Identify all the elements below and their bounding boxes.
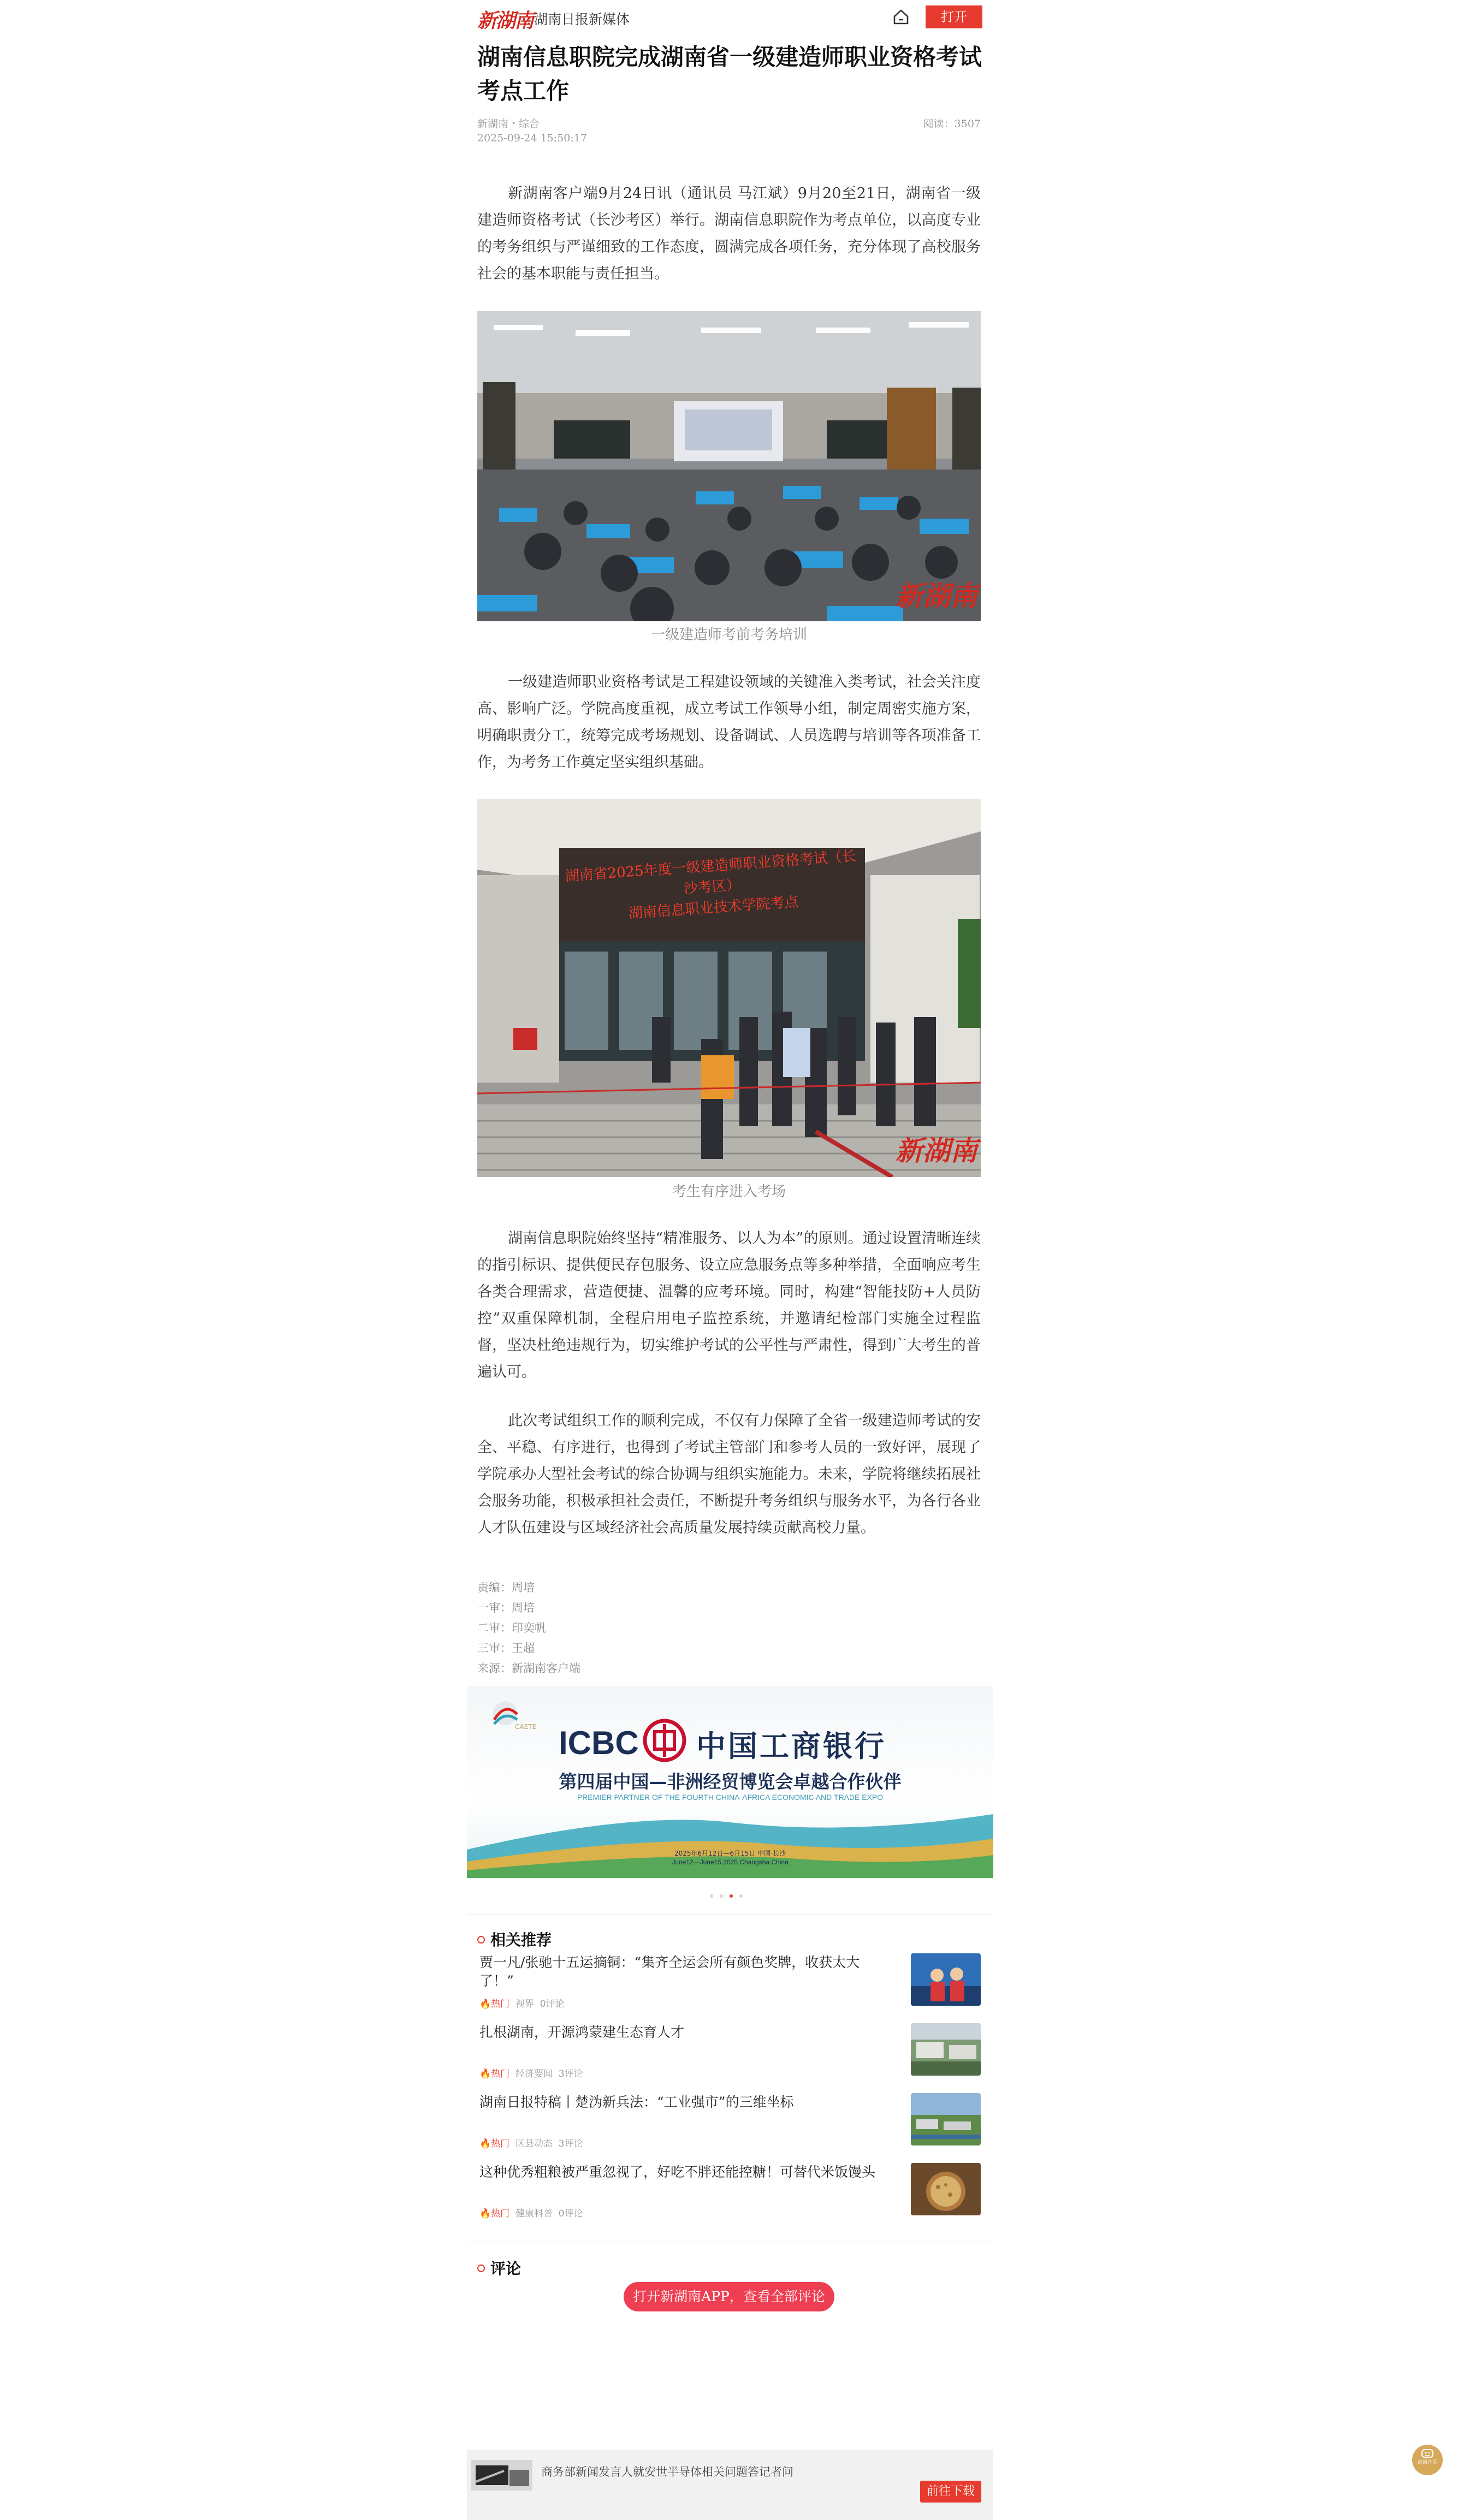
led-banner-line-1: 湖南省2025年度一级建造师职业资格考试（长沙考区） (564, 848, 857, 898)
article-image-entrance[interactable] (477, 799, 981, 1177)
comment-count: 0评论 (558, 2208, 583, 2219)
channel: 经济要闻 (515, 2069, 553, 2079)
open-app-button[interactable]: 打开 (926, 5, 982, 28)
recommend-item-thumbnail[interactable] (911, 2163, 981, 2215)
carousel-dot-active[interactable] (730, 1894, 733, 1898)
article-meta (477, 117, 981, 145)
ad-date-cn: 2025年6月12日—6月15日 中国·长沙 (674, 1850, 786, 1857)
image-watermark: 新湖南 (896, 580, 977, 612)
hot-flame-icon: 🔥 (479, 2138, 491, 2149)
download-bar[interactable] (467, 2450, 993, 2520)
recommend-item-meta (479, 2206, 583, 2219)
credit-line: 责编：周培 (477, 1581, 535, 1594)
section-dot-icon (477, 1936, 485, 1944)
view-all-comments-button[interactable]: 打开新湖南APP，查看全部评论 (624, 2282, 834, 2311)
ad-banner[interactable] (467, 1686, 993, 1878)
article-image-training[interactable] (477, 311, 981, 621)
divider (467, 1914, 993, 1915)
carousel-dot[interactable] (710, 1894, 713, 1898)
channel: 区县动态 (515, 2138, 553, 2149)
app-logo[interactable]: 新湖南 (477, 9, 534, 32)
recommend-item-meta (479, 2136, 583, 2149)
carousel-dot[interactable] (739, 1894, 743, 1898)
article-title: 湖南信息职院完成湖南省一级建造师职业资格考试考点工作 (477, 44, 982, 104)
recommend-item-meta (479, 1996, 565, 2010)
article-paragraph-4: 此次考试组织工作的顺利完成，不仅有力保障了全省一级建造师考试的安全、平稳、有序进行，也得到了考试主管部门和参考人员的一致好评，展现了学院承办大型社会考试的综合协调与组织实施能力。未来，学院将继续拓展社会服务功能，积极承担社会责任，不断提升考务组织与服务水平，为各行各业人才队伍建设与区域经济社会高质量发展持续贡献高校力量。 (477, 1412, 981, 1536)
recommend-item-thumbnail[interactable] (911, 2093, 981, 2145)
hot-tag: 热门 (491, 2208, 510, 2219)
read-count: 阅读：3507 (923, 118, 981, 130)
recommend-item-title[interactable]: 扎根湖南，开源鸿蒙建生态育人才 (479, 2024, 685, 2040)
comments-heading (477, 2257, 521, 2279)
recommend-item-thumbnail[interactable] (911, 2023, 981, 2076)
carousel-indicator (710, 1894, 754, 1900)
bank-name: 中国工商银行 (696, 1729, 886, 1763)
hot-tag: 热门 (491, 2069, 510, 2079)
article-paragraph-1: 新湖南客户端9月24日讯（通讯员 马江斌）9月20至21日，湖南省一级建造师资格考试（长沙考区）举行。湖南信息职院作为考点单位，以高度专业的考务组织与严谨细致的工作态度，圆满完成各项任务，充分体现了高校服务社会的基本职能与责任担当。 (477, 185, 981, 282)
recommend-heading-text: 相关推荐 (490, 1931, 552, 1949)
comment-count: 0评论 (540, 1999, 565, 2010)
top-bar (467, 0, 993, 34)
expo-logo-text: CAETE (515, 1723, 537, 1731)
channel: 健康科普 (515, 2208, 553, 2219)
article-source: 新湖南・综合 (477, 118, 540, 130)
recommend-item-meta (479, 2066, 583, 2079)
led-banner-line-2: 湖南信息职业技术学院考点 (627, 894, 799, 922)
hot-flame-icon: 🔥 (479, 1999, 491, 2010)
recommend-item-title[interactable]: 这种优秀粗粮被严重忽视了，好吃不胖还能控糖！可替代米饭馒头 (479, 2164, 876, 2180)
recommend-heading (477, 1928, 552, 1950)
smile-icon (1421, 2449, 1433, 2459)
news-thumbnail (471, 2460, 532, 2491)
recommend-item[interactable] (477, 1953, 981, 2013)
recommend-item-thumbnail[interactable] (911, 1953, 981, 2006)
editor-credits (477, 1578, 580, 1679)
hot-tag: 热门 (491, 2138, 510, 2149)
comments-heading-text: 评论 (490, 2260, 521, 2278)
brand-name: 湖南日报新媒体 (534, 11, 630, 27)
carousel-dot[interactable] (720, 1894, 723, 1898)
ad-headline: 第四届中国—非洲经贸博览会卓越合作伙伴 (559, 1771, 902, 1792)
recommend-item-title[interactable]: 湖南日报特稿丨楚沩新兵法：“工业强市”的三维坐标 (479, 2094, 794, 2110)
image-caption-training: 一级建造师考前考务培训 (650, 627, 807, 643)
image-caption-entrance: 考生有序进入考场 (672, 1184, 786, 1200)
float-button-label: 返回首页 (1417, 2460, 1437, 2465)
hot-flame-icon: 🔥 (479, 2069, 491, 2079)
section-dot-icon (477, 2265, 485, 2272)
recommend-item-title[interactable]: 贾一凡/张驰十五运摘铜：“集齐全运会所有颜色奖牌，收获太大了！” (479, 1954, 860, 1989)
ad-date-en: June12—June15,2025 Changsha,China (672, 1858, 789, 1866)
article-paragraph-3: 湖南信息职院始终坚持“精准服务、以人为本”的原则。通过设置清晰连续的指引标识、提供便民存包服务、设立应急服务点等多种举措，全面响应考生各类合理需求，营造便捷、温馨的应考环境。同时，构建“智能技防+人员防控”双重保障机制，全程启用电子监控系统，并邀请纪检部门实施全过程监督，坚决杜绝违规行为，切实维护考试的公平性与严肃性，得到广大考生的普遍认可。 (477, 1230, 981, 1381)
icbc-mark: ICBC (559, 1725, 639, 1761)
hot-tag: 热门 (491, 1999, 510, 2010)
comment-count: 3评论 (558, 2138, 583, 2149)
hot-flame-icon: 🔥 (479, 2208, 491, 2219)
image-watermark: 新湖南 (896, 1134, 977, 1167)
download-bar-text[interactable]: 商务部新闻发言人就安世半导体相关问题答记者问 (541, 2465, 793, 2479)
recommend-item[interactable] (477, 2093, 981, 2153)
home-icon[interactable] (892, 8, 910, 26)
article-paragraph-2: 一级建造师职业资格考试是工程建设领域的关键准入类考试，社会关注度高、影响广泛。学院高度重视，成立考试工作领导小组，制定周密实施方案，明确职责分工，统筹完成考场规划、设备调试、人员选聘与培训等各项准备工作，为考务工作奠定坚实组织基础。 (477, 674, 981, 771)
download-button[interactable]: 前往下载 (920, 2481, 981, 2503)
article-datetime: 2025-09-24 15:50:17 (477, 132, 587, 144)
credit-line: 二审：印奕帆 (477, 1621, 546, 1635)
credit-line: 来源：新湖南客户端 (477, 1662, 580, 1675)
credit-line: 三审：王超 (477, 1642, 535, 1655)
back-home-float-button[interactable] (1412, 2445, 1443, 2475)
channel: 视界 (515, 1999, 534, 2010)
recommend-item[interactable] (477, 2163, 981, 2223)
comment-count: 3评论 (558, 2069, 583, 2079)
credit-line: 一审：周培 (477, 1601, 535, 1614)
ad-subline: PREMIER PARTNER OF THE FOURTH CHINA-AFRICA ECONOMIC AND TRADE EXPO (577, 1793, 884, 1802)
recommend-item[interactable] (477, 2023, 981, 2083)
